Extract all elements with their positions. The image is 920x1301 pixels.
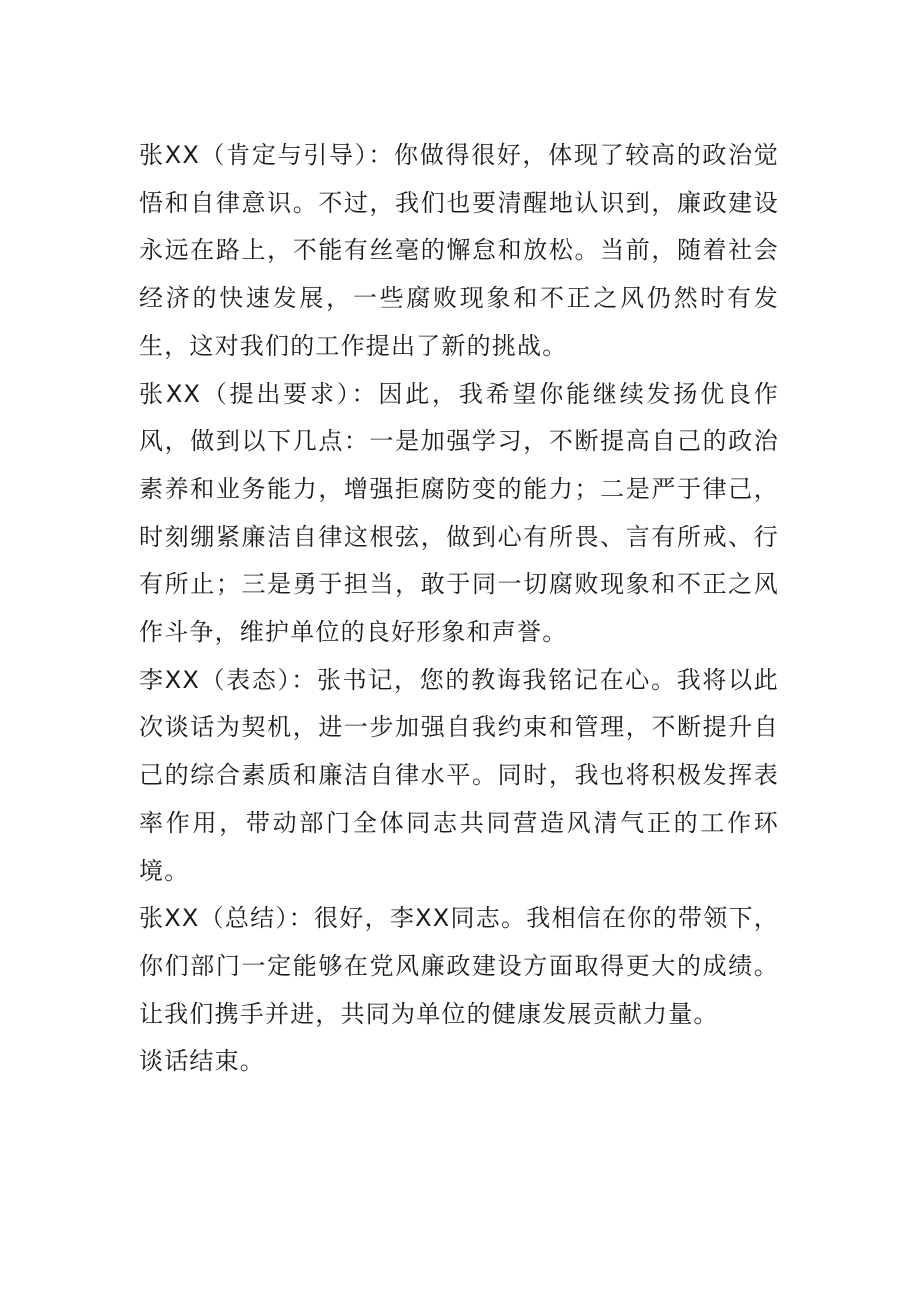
- document-body: [139, 132, 779, 1086]
- paragraph-closing: 谈话结束。: [139, 1047, 265, 1076]
- paragraph-summary: 张XX（总结）：很好，李XX同志。我相信在你的带领下，你们部门一定能够在党风廉政建设方面取得更大的成绩。让我们携手并进，共同为单位的健康发展贡献力量。: [139, 904, 779, 1028]
- paragraph-commitment: 李XX（表态）：张书记，您的教诲我铭记在心。我将以此次谈话为契机，进一步加强自我约束和管理，不断提升自己的综合素质和廉洁自律水平。同时，我也将积极发挥表率作用，带动部门全体同志共同营造风清气正的工作环境。: [139, 665, 779, 885]
- paragraph-requirements: 张XX（提出要求）：因此，我希望你能继续发扬优良作风，做到以下几点：一是加强学习，不断提高自己的政治素养和业务能力，增强拒腐防变的能力；二是严于律己，时刻绷紧廉洁自律这根弦，做到心有所畏、言有所戒、行有所止；三是勇于担当，敢于同一切腐败现象和不正之风作斗争，维护单位的良好形象和声誉。: [139, 379, 779, 647]
- paragraph-affirmation: 张XX（肯定与引导）：你做得很好，体现了较高的政治觉悟和自律意识。不过，我们也要清醒地认识到，廉政建设永远在路上，不能有丝毫的懈怠和放松。当前，随着社会经济的快速发展，一些腐败现象和不正之风仍然时有发生，这对我们的工作提出了新的挑战。: [139, 141, 779, 360]
